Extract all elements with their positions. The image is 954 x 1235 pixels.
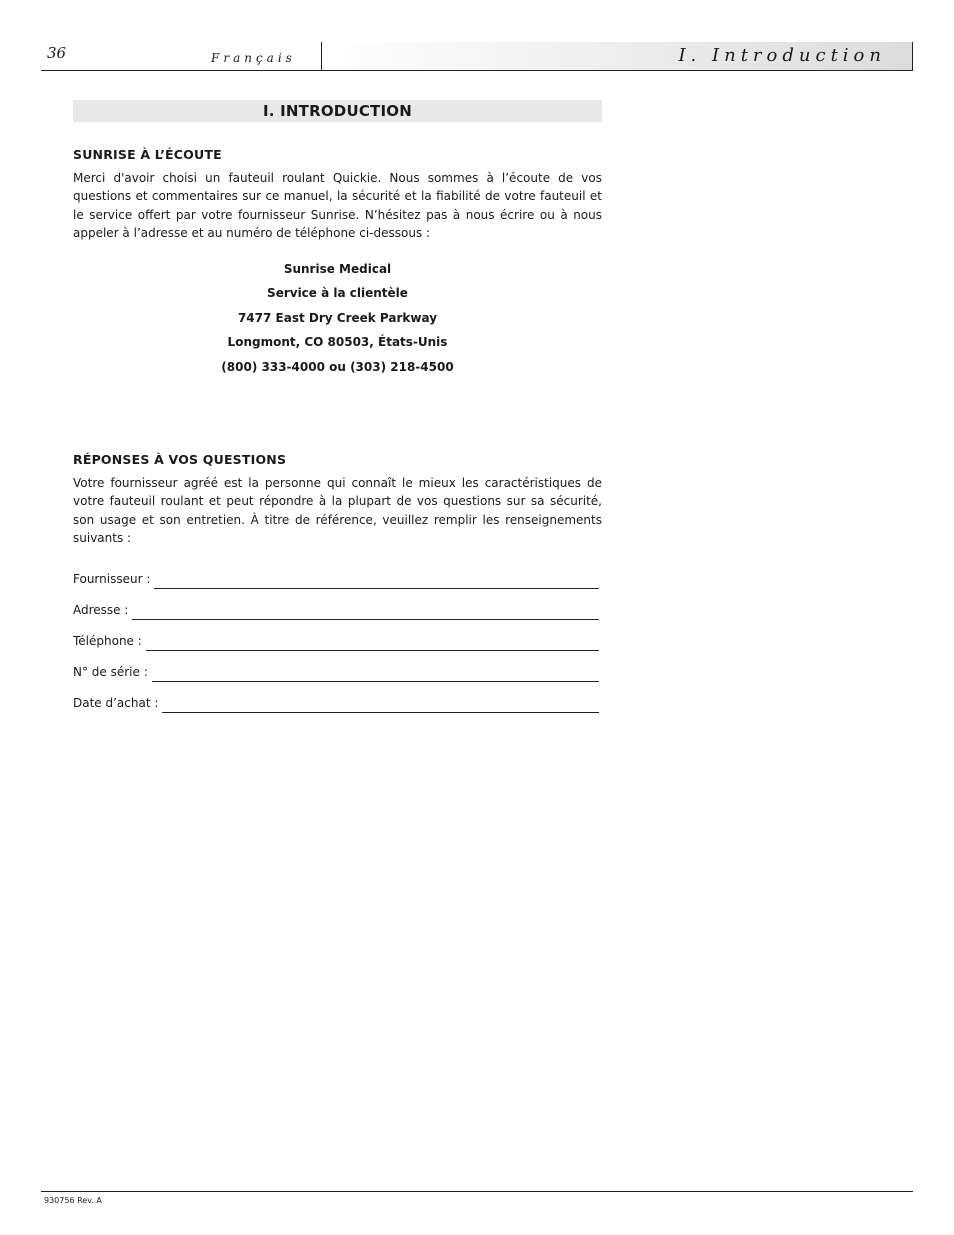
footer-rule: [41, 1191, 913, 1192]
field-serial-line[interactable]: [152, 667, 599, 682]
field-serial: [73, 651, 602, 682]
field-dealer: [73, 558, 602, 589]
address-city: Longmont, CO 80503, États-Unis: [227, 335, 448, 349]
address-company: Sunrise Medical: [283, 261, 392, 276]
dealer-info-form: [73, 558, 602, 713]
language-label: Français: [211, 51, 296, 65]
page-header: [41, 42, 913, 71]
field-address-label: Adresse :: [73, 603, 129, 617]
field-purchase-date: [73, 682, 602, 713]
field-address: [73, 589, 602, 620]
section-heading: I. INTRODUCTION: [73, 100, 602, 122]
field-purchase-date-label: Date d’achat :: [73, 696, 159, 710]
document-code: 930756 Rev. A: [44, 1196, 102, 1205]
address-department: Service à la clientèle: [267, 286, 408, 300]
header-rule: [41, 70, 913, 71]
field-purchase-date-line[interactable]: [162, 698, 599, 713]
header-section-title: I. Introduction: [678, 45, 886, 66]
listen-heading: SUNRISE À L’ÉCOUTE: [73, 147, 222, 162]
field-dealer-line[interactable]: [154, 574, 599, 589]
listen-paragraph: Merci d'avoir choisi un fauteuil roulant Quickie. Nous sommes à l’écoute de vos questions et commentaires sur ce manuel, la sécurité et la fiabilité de votre fauteuil et le service offert par votre fournisseur Sunrise. N’hésitez pas à nous écrire ou à nous appeler à l’adresse et au numéro de téléphone ci-dessous :: [73, 170, 602, 240]
answers-paragraph: Votre fournisseur agréé est la personne qui connaît le mieux les caractéristiques de votre fauteuil roulant et peut répondre à la plupart de vos questions sur sa sécurité, son usage et son entretien. À titre de référence, veuillez remplir les renseignements suivants :: [73, 475, 602, 545]
answers-heading: RÉPONSES À VOS QUESTIONS: [73, 452, 287, 467]
field-phone-label: Téléphone :: [73, 634, 142, 648]
field-phone: [73, 620, 602, 651]
field-phone-line[interactable]: [146, 636, 599, 651]
address-street: 7477 East Dry Creek Parkway: [237, 310, 438, 325]
address-phone: (800) 333-4000 ou (303) 218-4500: [221, 359, 454, 374]
field-dealer-label: Fournisseur :: [73, 572, 151, 586]
page-content: [73, 100, 602, 713]
field-address-line[interactable]: [132, 605, 599, 620]
field-serial-label: N° de série :: [73, 665, 148, 679]
header-title-band: [322, 42, 913, 70]
page-number: 36: [47, 44, 67, 62]
contact-address: [73, 257, 602, 380]
